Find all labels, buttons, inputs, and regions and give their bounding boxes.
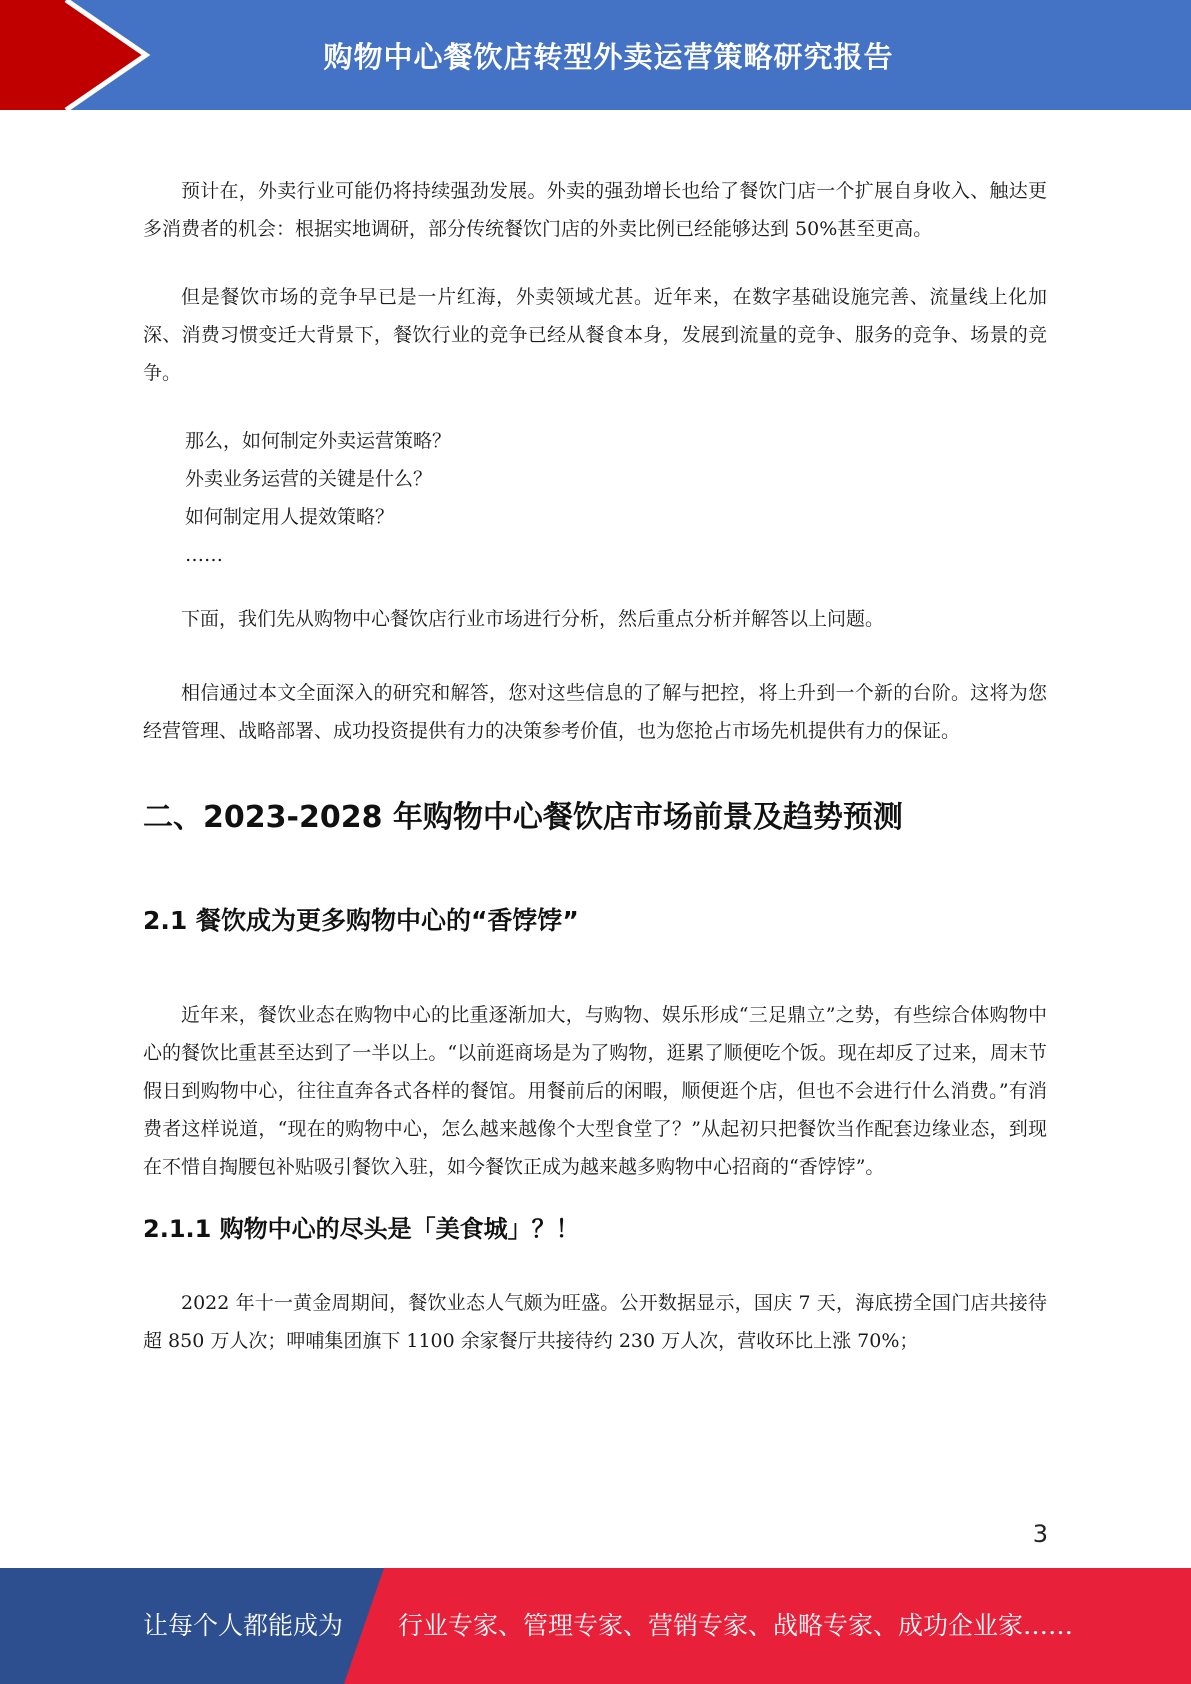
page-footer: [0, 1568, 1191, 1684]
footer-slogan-right: 行业专家、管理专家、营销专家、战略专家、成功企业家……: [398, 1611, 1074, 1640]
question-ellipsis: ……: [185, 544, 223, 566]
subsection-heading: 2.1 餐饮成为更多购物中心的“香饽饽”: [143, 906, 579, 935]
question-list: [143, 422, 1047, 574]
question-item: 外卖业务运营的关键是什么？: [185, 468, 433, 490]
question-item: 那么，如何制定外卖运营策略？: [185, 430, 452, 452]
intro-paragraph-3: 下面，我们先从购物中心餐饮店行业市场进行分析，然后重点分析并解答以上问题。: [181, 608, 885, 630]
section-heading: 二、2023-2028 年购物中心餐饮店市场前景及趋势预测: [143, 800, 903, 835]
intro-paragraph-1: 预计在，外卖行业可能仍将持续强劲发展。外卖的强劲增长也给了餐饮门店一个扩展自身收入、触达更多消费者的机会：根据实地调研，部分传统餐饮门店的外卖比例已经能够达到 50%甚至更高。: [143, 180, 1047, 240]
subsubsection-paragraph: 2022 年十一黄金周期间，餐饮业态人气颇为旺盛。公开数据显示，国庆 7 天，海底捞全国门店共接待超 850 万人次；呷哺集团旗下 1100 余家餐厅共接待约 230 万人次，营收环比上涨 70%；: [143, 1292, 1047, 1352]
report-title: 购物中心餐饮店转型外卖运营策略研究报告: [323, 39, 894, 74]
intro-paragraph-2: 但是餐饮市场的竞争早已是一片红海，外卖领域尤甚。近年来，在数字基础设施完善、流量线上化加深、消费习惯变迁大背景下，餐饮行业的竞争已经从餐食本身，发展到流量的竞争、服务的竞争、场景的竞争。: [143, 286, 1047, 384]
intro-paragraph-4: 相信通过本文全面深入的研究和解答，您对这些信息的了解与把控，将上升到一个新的台阶。这将为您经营管理、战略部署、成功投资提供有力的决策参考价值，也为您抢占市场先机提供有力的保证。: [143, 682, 1047, 742]
page-number: 3: [1032, 1520, 1048, 1548]
page-header: [0, 0, 1191, 110]
question-item: 如何制定用人提效策略？: [185, 506, 395, 528]
subsection-paragraph: 近年来，餐饮业态在购物中心的比重逐渐加大，与购物、娱乐形成“三足鼎立”之势，有些综合体购物中心的餐饮比重甚至达到了一半以上。“以前逛商场是为了购物，逛累了顺便吃个饭。现在却反了过来，周末节假日到购物中心，往往直奔各式各样的餐馆。用餐前后的闲暇，顺便逛个店，但也不会进行什么消费。”有消费者这样说道，“现在的购物中心，怎么越来越像个大型食堂了？”从起初只把餐饮当作配套边缘业态，到现在不惜自掏腰包补贴吸引餐饮入驻，如今餐饮正成为越来越多购物中心招商的“香饽饽”。: [143, 1004, 1047, 1178]
subsubsection-heading: 2.1.1 购物中心的尽头是「美食城」？！: [143, 1215, 580, 1243]
footer-slogan-left: 让每个人都能成为: [143, 1611, 344, 1640]
page-body: [143, 172, 1047, 1360]
